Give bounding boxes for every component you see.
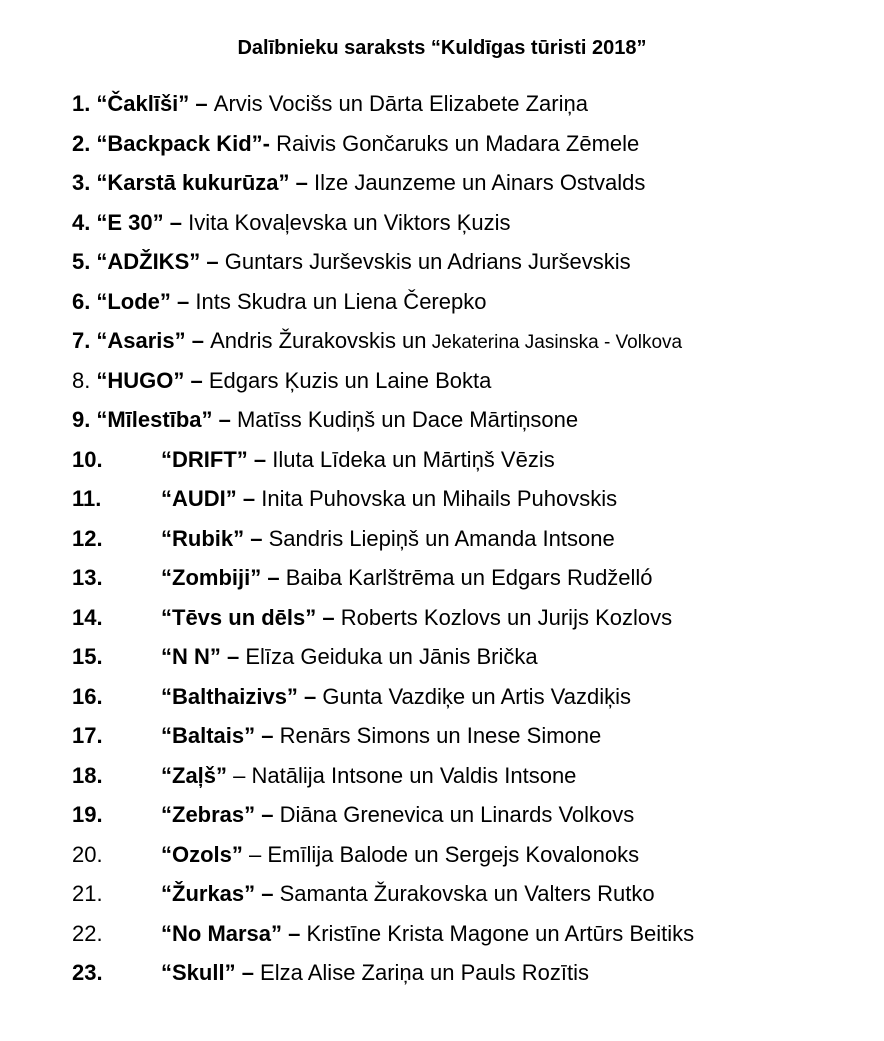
- participant-row: [72, 598, 872, 638]
- team-name: “Mīlestība”: [96, 407, 213, 432]
- participant-row: [72, 242, 872, 282]
- participant-row: [72, 479, 872, 519]
- team-members: Diāna Grenevica un Linards Volkovs: [279, 802, 635, 827]
- separator-dash: –: [185, 328, 211, 353]
- entry-number: 16.: [72, 683, 103, 709]
- team-members: Edgars Ķuzis un Laine Bokta: [208, 367, 492, 393]
- separator-dash: –: [235, 960, 261, 985]
- participant-list: [72, 84, 872, 993]
- separator-dash: –: [220, 644, 246, 669]
- separator-dash: –: [316, 604, 341, 630]
- team-members: Roberts Kozlovs un Jurijs Kozlovs: [340, 604, 673, 630]
- team-name: “HUGO”: [96, 367, 185, 393]
- team-members-continued: Jekaterina Jasinska - Volkova: [426, 332, 683, 353]
- separator-dash: –: [170, 288, 196, 314]
- entry-number: 22.: [72, 920, 103, 946]
- entry-number: 6.: [72, 288, 91, 314]
- separator-dash: –: [236, 486, 262, 511]
- team-name: “Karstā kukurūza”: [96, 170, 290, 195]
- separator-dash: –: [255, 881, 280, 906]
- team-name: “Čaklīši”: [96, 91, 190, 116]
- separator-dash: -: [262, 130, 277, 156]
- participant-row: [72, 124, 872, 164]
- team-members: Guntars Jurševskis un Adrians Jurševskis: [224, 249, 631, 274]
- entry-number: 23.: [72, 960, 103, 985]
- team-name: “DRIFT”: [161, 446, 248, 472]
- team-name: “ADŽIKS”: [96, 249, 201, 274]
- participant-row: [72, 637, 872, 677]
- team-members: Ivita Kovaļevska un Viktors Ķuzis: [188, 209, 511, 235]
- team-name: “Baltais”: [161, 723, 256, 748]
- team-name: “Asaris”: [96, 328, 186, 353]
- separator-dash: –: [189, 91, 214, 116]
- entry-number: 2.: [72, 130, 91, 156]
- entry-number: 13.: [72, 565, 103, 590]
- team-name: “Zombiji”: [161, 565, 262, 590]
- team-members: Sandris Liepiņš un Amanda Intsone: [268, 525, 615, 551]
- participant-row: [72, 677, 872, 717]
- separator-dash: –: [261, 565, 286, 590]
- entry-number: 4.: [72, 209, 91, 235]
- entry-number: 7.: [72, 328, 91, 353]
- participant-row: [72, 519, 872, 559]
- participant-row: [72, 716, 872, 756]
- entry-number: 11.: [72, 486, 102, 511]
- entry-number: 15.: [72, 644, 103, 669]
- team-name: “E 30”: [96, 209, 164, 235]
- team-members: Ilze Jaunzeme un Ainars Ostvalds: [314, 170, 646, 195]
- entry-number: 17.: [72, 723, 103, 748]
- separator-dash: –: [244, 525, 269, 551]
- separator-dash: –: [289, 170, 315, 195]
- separator-dash: –: [255, 723, 280, 748]
- team-name: “Skull”: [161, 960, 236, 985]
- participant-row: [72, 953, 872, 993]
- team-members: Natālija Intsone un Valdis Intsone: [251, 762, 577, 788]
- participant-row: [72, 282, 872, 322]
- team-members: Gunta Vazdiķe un Artis Vazdiķis: [322, 683, 631, 709]
- team-members: Kristīne Krista Magone un Artūrs Beitiks: [306, 920, 695, 946]
- team-members: Raivis Gončaruks un Madara Zēmele: [276, 130, 640, 156]
- separator-dash: –: [212, 407, 237, 432]
- participant-row: [72, 914, 872, 954]
- team-members: Arvis Vocišs un Dārta Elizabete Zariņa: [213, 91, 588, 116]
- team-name: “Lode”: [96, 288, 171, 314]
- participant-row: [72, 361, 872, 401]
- participant-row: [72, 400, 872, 440]
- team-name: “No Marsa”: [161, 920, 283, 946]
- separator-dash: –: [247, 446, 273, 472]
- entry-number: 9.: [72, 407, 91, 432]
- entry-number: 19.: [72, 802, 103, 827]
- team-name: “Tēvs un dēls”: [161, 604, 317, 630]
- participant-row: [72, 440, 872, 480]
- team-name: “Rubik”: [161, 525, 245, 551]
- team-members: Renārs Simons un Inese Simone: [279, 723, 602, 748]
- participant-row: [72, 84, 872, 124]
- team-members: Emīlija Balode un Sergejs Kovalonoks: [267, 841, 640, 867]
- team-members: Andris Žurakovskis un: [210, 328, 427, 353]
- participant-row: [72, 163, 872, 203]
- team-name: “Backpack Kid”: [96, 130, 263, 156]
- team-members: Elza Alise Zariņa un Pauls Rozītis: [260, 960, 589, 985]
- team-name: “Žurkas”: [161, 881, 256, 906]
- entry-number: 14.: [72, 604, 103, 630]
- team-members: Inita Puhovska un Mihails Puhovskis: [261, 486, 618, 511]
- entry-number: 8.: [72, 367, 91, 393]
- team-members: Baiba Karlštrēma un Edgars Rudželló: [285, 565, 653, 590]
- separator-dash: –: [184, 367, 209, 393]
- entry-number: 1.: [72, 91, 91, 116]
- entry-number: 10.: [72, 446, 103, 472]
- team-members: Samanta Žurakovska un Valters Rutko: [279, 881, 655, 906]
- team-name: “Zaļš”: [161, 762, 228, 788]
- team-name: “N N”: [161, 644, 221, 669]
- entry-number: 5.: [72, 249, 91, 274]
- team-name: “AUDI”: [161, 486, 237, 511]
- participant-row: [72, 321, 872, 361]
- participant-row: [72, 558, 872, 598]
- separator-dash: –: [255, 802, 280, 827]
- participant-row: [72, 874, 872, 914]
- participant-row: [72, 203, 872, 243]
- team-name: “Zebras”: [161, 802, 256, 827]
- participant-row: [72, 835, 872, 875]
- team-members: Ints Skudra un Liena Čerepko: [195, 288, 487, 314]
- team-members: Iluta Līdeka un Mārtiņš Vēzis: [272, 446, 555, 472]
- separator-dash: –: [227, 762, 252, 788]
- team-name: “Ozols”: [161, 841, 243, 867]
- entry-number: 12.: [72, 525, 103, 551]
- separator-dash: –: [242, 841, 268, 867]
- document-title: Dalībnieku saraksts “Kuldīgas tūristi 2018”: [237, 37, 647, 59]
- entry-number: 18.: [72, 762, 103, 788]
- entry-number: 20.: [72, 841, 103, 867]
- entry-number: 21.: [72, 881, 103, 906]
- separator-dash: –: [200, 249, 225, 274]
- separator-dash: –: [297, 683, 323, 709]
- team-name: “Balthaizivs”: [161, 683, 298, 709]
- separator-dash: –: [282, 920, 307, 946]
- entry-number: 3.: [72, 170, 91, 195]
- participant-row: [72, 795, 872, 835]
- team-members: Matīss Kudiņš un Dace Mārtiņsone: [236, 407, 579, 432]
- team-members: Elīza Geiduka un Jānis Bričkа: [245, 644, 538, 669]
- separator-dash: –: [163, 209, 189, 235]
- participant-row: [72, 756, 872, 796]
